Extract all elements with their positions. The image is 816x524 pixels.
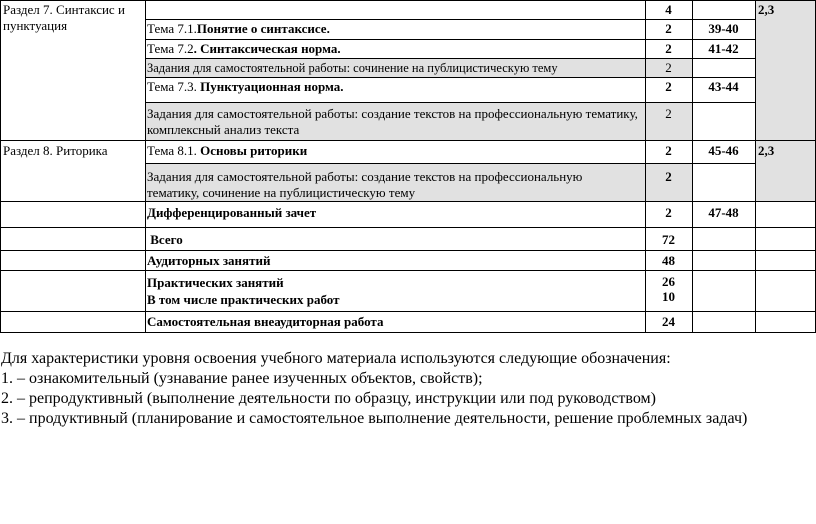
legend-item: 3. – продуктивный (планирование и самостоятельное выполнение деятельности, решение проблемных задач)	[1, 410, 748, 427]
credit-hours: 2	[665, 205, 672, 220]
classroom-label: Аудиторных занятий	[147, 253, 271, 268]
self-work-7a-hours: 2	[665, 60, 672, 75]
topic-7-2: Тема 7.2. Синтаксическая норма.	[147, 41, 341, 56]
topic-8-1-pages: 45-46	[708, 143, 739, 158]
practical-hours: 26 10	[662, 274, 675, 304]
independent-work-label: Самостоятельная внеаудиторная работа	[147, 314, 384, 329]
section-7-title: Раздел 7. Синтаксис и пунктуация	[3, 2, 125, 33]
section-7-hours: 4	[665, 2, 672, 17]
section-8-level: 2,3	[758, 143, 775, 158]
level-cell-shaded	[755, 0, 816, 140]
self-work-7b-hours: 2	[665, 106, 672, 121]
topic-8-1: Тема 8.1. Основы риторики	[147, 143, 308, 158]
self-work-8-hours: 2	[665, 169, 672, 184]
self-work-8: Задания для самостоятельной работы: создание текстов на профессиональную тематику, сочинение на публицистическую тему	[147, 169, 583, 200]
practical-label: Практических занятий В том числе практических работ	[147, 275, 340, 307]
legend-intro: Для характеристики уровня освоения учебного материала используются следующие обозначения:	[1, 350, 671, 367]
topic-7-3: Тема 7.3. Пунктуационная норма.	[147, 79, 344, 94]
total-label: Всего	[147, 232, 183, 247]
legend-item: 2. – репродуктивный (выполнение деятельности по образцу, инструкции или под руководством)	[1, 390, 657, 407]
topic-7-3-hours: 2	[665, 79, 672, 94]
section-7-level: 2,3	[758, 2, 775, 17]
legend-item: 1. – ознакомительный (узнавание ранее изученных объектов, свойств);	[1, 370, 483, 387]
self-work-7b: Задания для самостоятельной работы: создание текстов на профессиональную тематику, комплексный анализ текста	[147, 106, 638, 137]
topic-7-1-hours: 2	[665, 21, 672, 36]
topic-7-1: Тема 7.1.Понятие о синтаксисе.	[147, 21, 330, 36]
classroom-hours: 48	[662, 253, 675, 268]
credit-label: Дифференцированный зачет	[147, 205, 317, 220]
independent-work-hours: 24	[662, 314, 675, 329]
level-legend	[1, 349, 747, 429]
section-8-title: Раздел 8. Риторика	[3, 143, 108, 158]
self-work-7a: Задания для самостоятельной работы: сочинение на публицистическую тему	[147, 61, 558, 75]
topic-7-3-pages: 43-44	[708, 79, 739, 94]
topic-7-1-pages: 39-40	[708, 21, 739, 36]
credit-pages: 47-48	[708, 205, 739, 220]
topic-7-2-hours: 2	[665, 41, 672, 56]
topic-7-2-pages: 41-42	[708, 41, 739, 56]
total-hours: 72	[662, 232, 675, 247]
topic-8-1-hours: 2	[665, 143, 672, 158]
